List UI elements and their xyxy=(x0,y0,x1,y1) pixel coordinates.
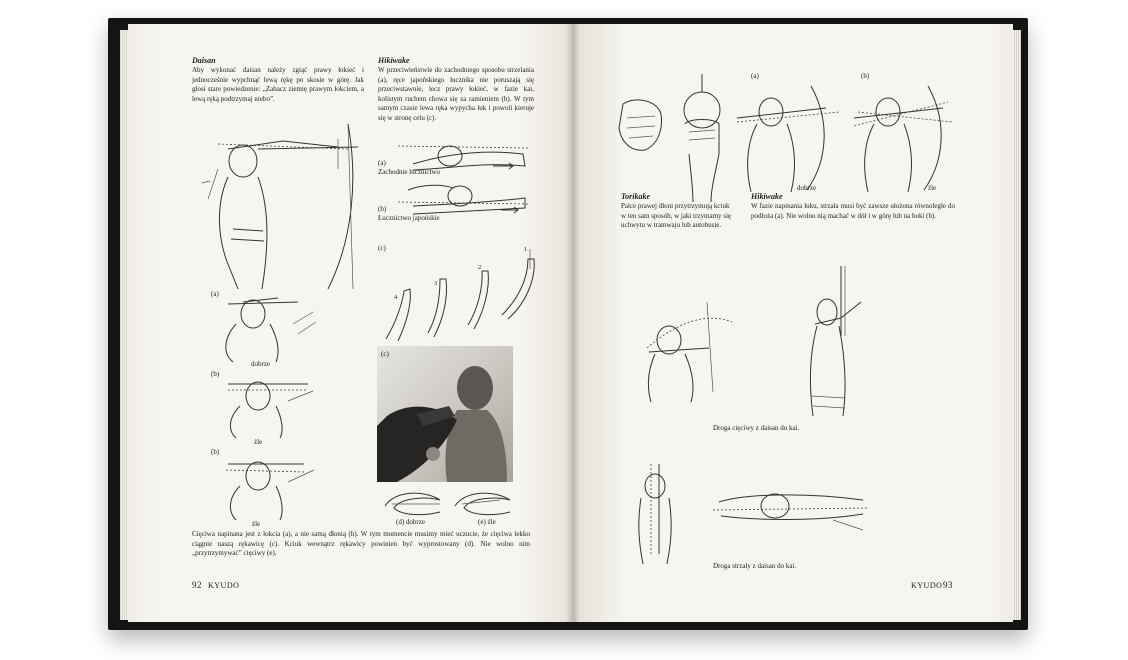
thumb-good-caption: (d) dobrze xyxy=(396,518,425,526)
hikiwake-heading-right: Hikiwake xyxy=(751,192,783,201)
figure-a-illustration xyxy=(208,294,318,364)
figure-b-illustration xyxy=(218,376,318,438)
arrow-path-archer-top xyxy=(713,480,873,550)
arrow-path-caption xyxy=(713,562,796,570)
string-path-archer-2 xyxy=(801,266,871,426)
running-title-right: KYUDO xyxy=(911,581,943,590)
book-gutter-shadow xyxy=(566,24,580,622)
arrow-path-archer-front xyxy=(631,464,681,564)
hikiwake-good-archer-illustration xyxy=(731,82,841,192)
hand-sequence-number-1: 1 xyxy=(524,246,528,253)
master-archer-photo xyxy=(377,346,513,482)
figure-a-caption: dobrze xyxy=(251,360,271,368)
western-archery-label: (a) xyxy=(378,159,386,167)
string-path-caption-text: Droga cięciwy z daisan do kai. xyxy=(713,424,800,432)
hikiwake-text: W przeciwieństwie do zachodniego sposobu strzelania (a), ręce japońskiego łucznika nie poruszają się przeciwstawnie, lecz prawy łokieć, w fazie kai, kolistym ruchem chowa się za ramieniem (b). W tym samym czasie lewa ręka wypycha łuk i powoli kieruje się w stronę celu (c). xyxy=(378,66,534,122)
page-number-right: 93 xyxy=(943,580,953,590)
right-page xyxy=(573,24,1013,622)
left-page-edges xyxy=(120,30,128,620)
thumb-bad-caption: (e) źle xyxy=(478,518,496,526)
daisan-text: Aby wykonać daisan należy zgiąć prawy łokieć i jednocześnie wypchnąć lewą rękę po skosie w górę. Jak głosi stare powiedzenie: „Zabacz ziemię prawym łokciem, a lewą ręką podtrzymaj niebo”. xyxy=(192,66,364,103)
torikake-heading: Torikake xyxy=(621,192,651,201)
daisan-heading: Daisan xyxy=(192,56,216,65)
hikiwake-figure-b-label: (b) xyxy=(861,72,870,80)
photo-label: (c) xyxy=(381,350,389,358)
figure-b2-illustration xyxy=(216,454,316,520)
bottom-paragraph: Cięciwa napinana jest z łokcia (a), a nie samą dłonią (b). W tym momencie musimy mieć uczucie, że cięciwa lekko ciągnie naszą rękawicę (c). Kciuk wewnątrz rękawicy powinien być wyprostowany (d). Nie wolno nim „przytrzymywać” cięciwy (e). xyxy=(192,530,530,558)
string-path-archer-1 xyxy=(637,292,737,402)
western-archery-illustration xyxy=(393,136,533,172)
hikiwake-bad-caption: źle xyxy=(928,184,937,192)
right-page-edges xyxy=(1013,30,1021,620)
hand-sequence-number-4: 4 xyxy=(394,294,398,301)
fist-illustration xyxy=(615,94,665,154)
hand-sequence-label: (c) xyxy=(378,244,386,252)
figure-b2-caption: źle xyxy=(252,520,261,528)
daisan-archer-illustration xyxy=(198,119,368,294)
torikake-text: Palce prawej dłoni przytrzymują kciuk w ten sam sposób, w jaki trzymamy się uchwytu w tramwaju lub autobusie. xyxy=(621,202,732,230)
hand-sequence-number-3: 3 xyxy=(434,280,438,287)
western-archery-caption: Zachodnie łucznictwo xyxy=(378,168,441,176)
hand-sequence-illustration xyxy=(378,249,543,344)
hikiwake-text-right: W fazie napinania łuku, strzała musi być zawsze ułożona równolegle do podłoża (a). Nie wolno nią machać w dół i w górę lub na boki (b). xyxy=(751,202,955,220)
figure-b-caption: źle xyxy=(254,438,263,446)
arrow-path-caption-text: Droga strzały z daisan do kai. xyxy=(713,562,797,570)
figure-b-label: (b) xyxy=(211,370,220,378)
hikiwake-figure-a-label: (a) xyxy=(751,72,759,80)
left-page xyxy=(128,24,573,622)
hikiwake-good-caption: dobrze xyxy=(797,184,817,192)
string-path-caption xyxy=(713,424,799,432)
running-title-left: KYUDO xyxy=(208,581,240,590)
hikiwake-bad-archer-illustration xyxy=(848,82,958,192)
japanese-archery-label: (b) xyxy=(378,205,387,213)
hand-sequence-number-2: 2 xyxy=(478,264,482,271)
page-number-left: 92 xyxy=(192,580,202,590)
figure-a-label: (a) xyxy=(211,290,219,298)
japanese-archery-caption: Łucznictwo japońskie xyxy=(378,214,440,222)
hikiwake-heading: Hikiwake xyxy=(378,56,410,65)
japanese-archery-illustration xyxy=(393,176,533,216)
tram-handle-illustration xyxy=(675,74,730,204)
thumb-position-illustrations xyxy=(380,486,520,522)
figure-b2-label: (b) xyxy=(211,448,220,456)
